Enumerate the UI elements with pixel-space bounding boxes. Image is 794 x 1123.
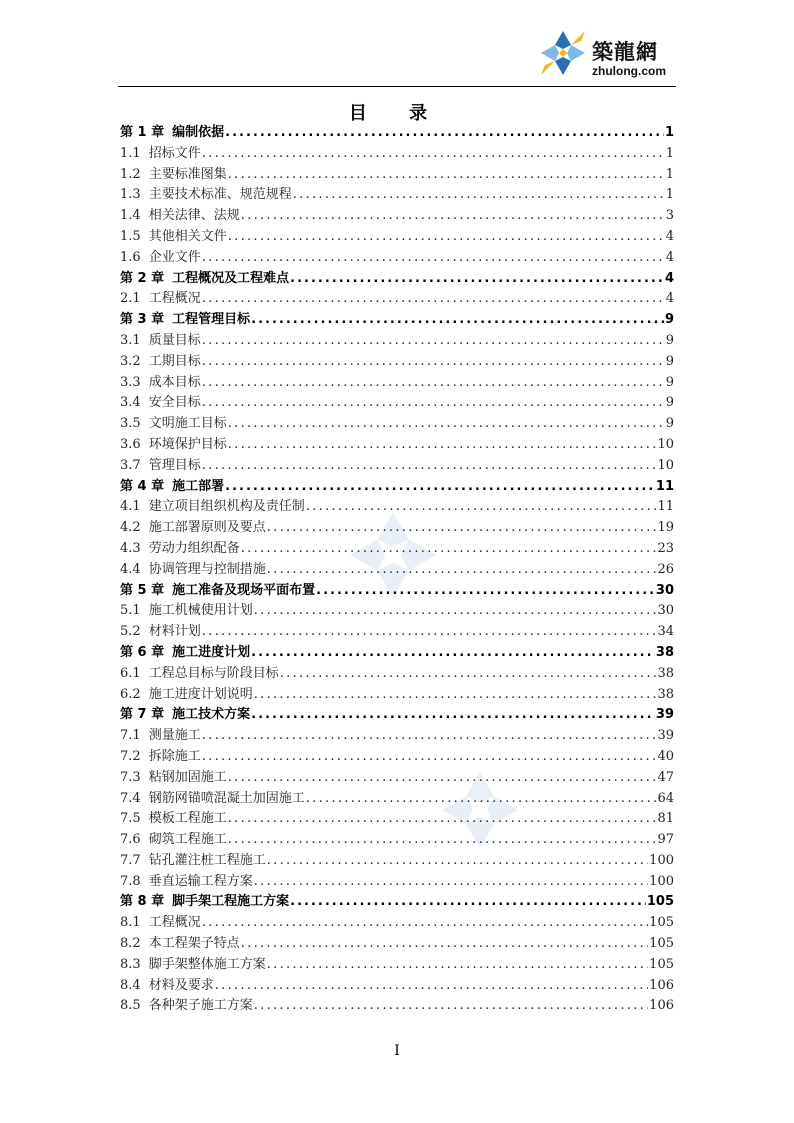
toc-entry-title: 施工机械使用计划 xyxy=(148,603,253,619)
toc-entry-title: 企业文件 xyxy=(148,249,201,265)
toc-section-entry[interactable] xyxy=(120,683,674,704)
toc-entry-page: 23 xyxy=(657,540,674,556)
toc-entry-page: 9 xyxy=(664,312,674,328)
toc-leader-dots xyxy=(251,707,655,722)
toc-entry-number: 7.5 xyxy=(120,811,141,827)
toc-entry-number: 第 7 章 xyxy=(120,707,165,723)
toc-section-entry[interactable] xyxy=(120,412,674,433)
toc-entry-title: 工程管理目标 xyxy=(172,312,251,328)
table-of-contents xyxy=(120,121,674,1015)
toc-section-entry[interactable] xyxy=(120,495,674,516)
toc-leader-dots xyxy=(241,541,657,556)
toc-entry-title: 施工准备及现场平面布置 xyxy=(172,582,316,598)
toc-section-entry[interactable] xyxy=(120,766,674,787)
toc-entry-page: 39 xyxy=(657,728,674,744)
toc-entry-page: 100 xyxy=(649,852,674,868)
toc-entry-number: 第 8 章 xyxy=(120,894,165,910)
toc-section-entry[interactable] xyxy=(120,183,674,204)
toc-leader-dots xyxy=(267,957,648,972)
toc-entry-page: 1 xyxy=(665,166,674,182)
toc-entry-page: 26 xyxy=(657,561,674,577)
toc-entry-title: 工程概况 xyxy=(148,915,201,931)
toc-chapter-entry[interactable] xyxy=(120,267,674,288)
toc-entry-number: 3.4 xyxy=(120,395,141,411)
toc-chapter-entry[interactable] xyxy=(120,703,674,724)
toc-entry-title: 质量目标 xyxy=(148,332,201,348)
toc-entry-title: 钻孔灌注桩工程施工 xyxy=(148,852,266,868)
toc-entry-title: 各种架子施工方案 xyxy=(148,998,253,1014)
toc-leader-dots xyxy=(202,333,665,348)
toc-entry-page: 105 xyxy=(646,894,674,910)
toc-section-entry[interactable] xyxy=(120,953,674,974)
toc-entry-title: 测量施工 xyxy=(148,728,201,744)
toc-entry-number: 第 5 章 xyxy=(120,582,165,598)
toc-leader-dots xyxy=(202,749,657,764)
zhulong-logo-icon xyxy=(540,30,586,76)
toc-entry-page: 11 xyxy=(657,499,674,515)
toc-leader-dots xyxy=(306,499,657,514)
toc-section-entry[interactable] xyxy=(120,329,674,350)
toc-entry-title: 建立项目组织机构及责任制 xyxy=(148,499,305,515)
toc-entry-page: 1 xyxy=(664,125,674,140)
toc-section-entry[interactable] xyxy=(120,599,674,620)
toc-leader-dots xyxy=(202,458,657,473)
toc-entry-page: 38 xyxy=(657,665,674,681)
toc-section-entry[interactable] xyxy=(120,287,674,308)
toc-entry-page: 11 xyxy=(655,478,674,494)
toc-entry-page: 47 xyxy=(657,769,674,785)
toc-entry-page: 105 xyxy=(649,956,674,972)
toc-leader-dots xyxy=(228,770,657,785)
toc-entry-page: 19 xyxy=(657,520,674,536)
toc-entry-number: 8.5 xyxy=(120,998,141,1014)
toc-entry-number: 第 3 章 xyxy=(120,312,165,328)
toc-entry-number: 7.1 xyxy=(120,728,141,744)
toc-leader-dots xyxy=(251,312,664,327)
toc-leader-dots xyxy=(228,167,665,182)
toc-chapter-entry[interactable] xyxy=(120,641,674,662)
toc-section-entry[interactable] xyxy=(120,724,674,745)
toc-section-entry[interactable] xyxy=(120,391,674,412)
toc-entry-title: 模板工程施工 xyxy=(148,811,227,827)
toc-entry-number: 3.3 xyxy=(120,374,141,390)
toc-leader-dots xyxy=(202,624,657,639)
toc-leader-dots xyxy=(251,645,655,660)
toc-section-entry[interactable] xyxy=(120,142,674,163)
toc-section-entry[interactable] xyxy=(120,787,674,808)
toc-entry-title: 垂直运输工程方案 xyxy=(148,873,253,889)
toc-entry-page: 39 xyxy=(655,707,674,723)
toc-section-entry[interactable] xyxy=(120,807,674,828)
toc-leader-dots xyxy=(202,354,665,369)
toc-entry-page: 97 xyxy=(657,832,674,848)
toc-leader-dots xyxy=(202,915,648,930)
toc-entry-title: 劳动力组织配备 xyxy=(148,540,240,556)
toc-entry-number: 3.5 xyxy=(120,416,141,432)
toc-entry-number: 2.1 xyxy=(120,291,141,307)
toc-entry-page: 38 xyxy=(657,686,674,702)
toc-entry-number: 1.1 xyxy=(120,145,141,161)
toc-entry-page: 9 xyxy=(665,332,674,348)
toc-chapter-entry[interactable] xyxy=(120,308,674,329)
toc-entry-title: 材料及要求 xyxy=(148,977,214,993)
toc-entry-number: 1.6 xyxy=(120,249,141,265)
toc-section-entry[interactable] xyxy=(120,454,674,475)
toc-entry-page: 105 xyxy=(649,915,674,931)
toc-entry-title: 施工进度计划说明 xyxy=(148,686,253,702)
toc-entry-title: 脚手架整体施工方案 xyxy=(148,956,266,972)
toc-entry-page: 38 xyxy=(655,644,674,660)
toc-leader-dots xyxy=(202,291,665,306)
toc-entry-title: 工程概况及工程难点 xyxy=(172,270,290,286)
toc-entry-number: 3.7 xyxy=(120,457,141,473)
toc-entry-title: 粘钢加固施工 xyxy=(148,769,227,785)
toc-section-entry[interactable] xyxy=(120,932,674,953)
toc-chapter-entry[interactable] xyxy=(120,121,674,142)
page-number: I xyxy=(394,1043,400,1059)
toc-entry-title: 招标文件 xyxy=(148,145,201,161)
toc-entry-number: 3.1 xyxy=(120,332,141,348)
toc-section-entry[interactable] xyxy=(120,163,674,184)
toc-entry-page: 4 xyxy=(665,249,674,265)
zhulong-logo xyxy=(540,30,680,82)
toc-entry-page: 10 xyxy=(657,436,674,452)
toc-leader-dots xyxy=(215,978,648,993)
toc-entry-title: 其他相关文件 xyxy=(148,228,227,244)
toc-entry-page: 64 xyxy=(657,790,674,806)
toc-entry-number: 8.4 xyxy=(120,977,141,993)
toc-entry-page: 34 xyxy=(657,624,674,640)
toc-section-entry[interactable] xyxy=(120,974,674,995)
toc-entry-number: 第 2 章 xyxy=(120,270,165,286)
toc-entry-page: 4 xyxy=(665,228,674,244)
toc-entry-page: 10 xyxy=(657,457,674,473)
toc-section-entry[interactable] xyxy=(120,994,674,1015)
toc-leader-dots xyxy=(225,125,664,140)
toc-entry-number: 4.3 xyxy=(120,540,141,556)
toc-entry-number: 7.3 xyxy=(120,769,141,785)
toc-leader-dots xyxy=(225,479,655,494)
toc-entry-title: 工期目标 xyxy=(148,353,201,369)
toc-leader-dots xyxy=(228,229,665,244)
toc-leader-dots xyxy=(241,208,665,223)
toc-leader-dots xyxy=(202,250,665,265)
toc-entry-number: 7.7 xyxy=(120,852,141,868)
toc-entry-number: 第 6 章 xyxy=(120,644,165,660)
toc-entry-page: 4 xyxy=(665,291,674,307)
toc-entry-number: 4.1 xyxy=(120,499,141,515)
toc-section-entry[interactable] xyxy=(120,225,674,246)
toc-entry-page: 30 xyxy=(657,603,674,619)
toc-entry-title: 钢筋网锚喷混凝土加固施工 xyxy=(148,790,305,806)
toc-entry-title: 工程概况 xyxy=(148,291,201,307)
toc-leader-dots xyxy=(290,271,664,286)
toc-leader-dots xyxy=(267,562,657,577)
toc-entry-title: 成本目标 xyxy=(148,374,201,390)
toc-leader-dots xyxy=(202,728,657,743)
toc-entry-page: 1 xyxy=(665,187,674,203)
toc-entry-number: 1.2 xyxy=(120,166,141,182)
toc-leader-dots xyxy=(316,583,655,598)
toc-entry-title: 施工部署原则及要点 xyxy=(148,520,266,536)
toc-entry-title: 环境保护目标 xyxy=(148,436,227,452)
toc-leader-dots xyxy=(228,416,665,431)
toc-entry-title: 主要标准图集 xyxy=(148,166,227,182)
toc-section-entry[interactable] xyxy=(120,662,674,683)
toc-section-entry[interactable] xyxy=(120,246,674,267)
toc-leader-dots xyxy=(254,998,648,1013)
toc-leader-dots xyxy=(254,603,657,618)
toc-leader-dots xyxy=(290,894,646,909)
toc-entry-title: 安全目标 xyxy=(148,395,201,411)
toc-entry-title: 工程总目标与阶段目标 xyxy=(148,665,279,681)
toc-entry-number: 1.4 xyxy=(120,208,141,224)
toc-leader-dots xyxy=(267,853,648,868)
toc-entry-number: 6.2 xyxy=(120,686,141,702)
toc-entry-number: 第 4 章 xyxy=(120,478,165,494)
toc-entry-page: 106 xyxy=(649,977,674,993)
toc-entry-title: 材料计划 xyxy=(148,624,201,640)
toc-entry-page: 40 xyxy=(657,748,674,764)
toc-section-entry[interactable] xyxy=(120,516,674,537)
toc-entry-page: 105 xyxy=(649,936,674,952)
toc-leader-dots xyxy=(293,187,665,202)
toc-entry-number: 3.6 xyxy=(120,436,141,452)
toc-section-entry[interactable] xyxy=(120,745,674,766)
page-title: 目 录 xyxy=(348,103,446,124)
toc-chapter-entry[interactable] xyxy=(120,579,674,600)
toc-leader-dots xyxy=(228,437,657,452)
toc-section-entry[interactable] xyxy=(120,537,674,558)
toc-entry-title: 管理目标 xyxy=(148,457,201,473)
toc-section-entry[interactable] xyxy=(120,620,674,641)
toc-entry-number: 1.5 xyxy=(120,228,141,244)
toc-entry-title: 砌筑工程施工 xyxy=(148,832,227,848)
toc-entry-title: 文明施工目标 xyxy=(148,416,227,432)
toc-entry-number: 4.2 xyxy=(120,520,141,536)
toc-section-entry[interactable] xyxy=(120,828,674,849)
toc-entry-number: 1.3 xyxy=(120,187,141,203)
toc-entry-number: 5.2 xyxy=(120,624,141,640)
toc-entry-page: 9 xyxy=(665,353,674,369)
toc-entry-page: 30 xyxy=(655,582,674,598)
toc-section-entry[interactable] xyxy=(120,204,674,225)
toc-entry-number: 第 1 章 xyxy=(120,125,165,140)
header-divider xyxy=(118,86,676,87)
toc-entry-page: 9 xyxy=(665,416,674,432)
toc-entry-number: 7.6 xyxy=(120,832,141,848)
toc-leader-dots xyxy=(254,874,648,889)
toc-entry-number: 3.2 xyxy=(120,353,141,369)
toc-leader-dots xyxy=(306,791,657,806)
toc-entry-page: 81 xyxy=(657,811,674,827)
toc-section-entry[interactable] xyxy=(120,849,674,870)
toc-entry-title: 施工技术方案 xyxy=(172,707,251,723)
toc-entry-number: 6.1 xyxy=(120,665,141,681)
toc-chapter-entry[interactable] xyxy=(120,890,674,911)
toc-entry-number: 7.4 xyxy=(120,790,141,806)
toc-leader-dots xyxy=(202,395,665,410)
toc-leader-dots xyxy=(280,666,657,681)
toc-section-entry[interactable] xyxy=(120,371,674,392)
toc-leader-dots xyxy=(202,375,665,390)
toc-entry-page: 3 xyxy=(665,208,674,224)
toc-entry-page: 100 xyxy=(649,873,674,889)
toc-entry-number: 8.2 xyxy=(120,936,141,952)
toc-entry-number: 7.8 xyxy=(120,873,141,889)
toc-entry-number: 8.1 xyxy=(120,915,141,931)
toc-entry-number: 7.2 xyxy=(120,748,141,764)
toc-entry-page: 1 xyxy=(665,145,674,161)
toc-section-entry[interactable] xyxy=(120,558,674,579)
toc-entry-title: 拆除施工 xyxy=(148,748,201,764)
toc-leader-dots xyxy=(228,832,657,847)
toc-entry-title: 主要技术标准、规范规程 xyxy=(148,187,292,203)
toc-section-entry[interactable] xyxy=(120,870,674,891)
toc-entry-title: 协调管理与控制措施 xyxy=(148,561,266,577)
toc-entry-page: 9 xyxy=(665,395,674,411)
logo-domain-text: zhulong.com xyxy=(592,64,666,78)
toc-entry-title: 相关法律、法规 xyxy=(148,208,240,224)
toc-entry-title: 施工进度计划 xyxy=(172,644,251,660)
toc-entry-title: 编制依据 xyxy=(172,125,225,140)
toc-entry-number: 8.3 xyxy=(120,956,141,972)
toc-leader-dots xyxy=(241,936,648,951)
toc-section-entry[interactable] xyxy=(120,350,674,371)
toc-entry-title: 脚手架工程施工方案 xyxy=(172,894,290,910)
toc-entry-number: 5.1 xyxy=(120,603,141,619)
toc-entry-page: 106 xyxy=(649,998,674,1014)
toc-leader-dots xyxy=(228,811,657,826)
toc-section-entry[interactable] xyxy=(120,911,674,932)
toc-chapter-entry[interactable] xyxy=(120,475,674,496)
toc-leader-dots xyxy=(202,146,665,161)
toc-leader-dots xyxy=(254,687,657,702)
toc-entry-title: 施工部署 xyxy=(172,478,225,494)
toc-entry-number: 4.4 xyxy=(120,561,141,577)
toc-entry-page: 4 xyxy=(664,270,674,286)
toc-entry-page: 9 xyxy=(665,374,674,390)
toc-leader-dots xyxy=(267,520,657,535)
toc-entry-title: 本工程架子特点 xyxy=(148,936,240,952)
logo-chinese-text: 築龍網 xyxy=(592,40,658,64)
toc-section-entry[interactable] xyxy=(120,433,674,454)
